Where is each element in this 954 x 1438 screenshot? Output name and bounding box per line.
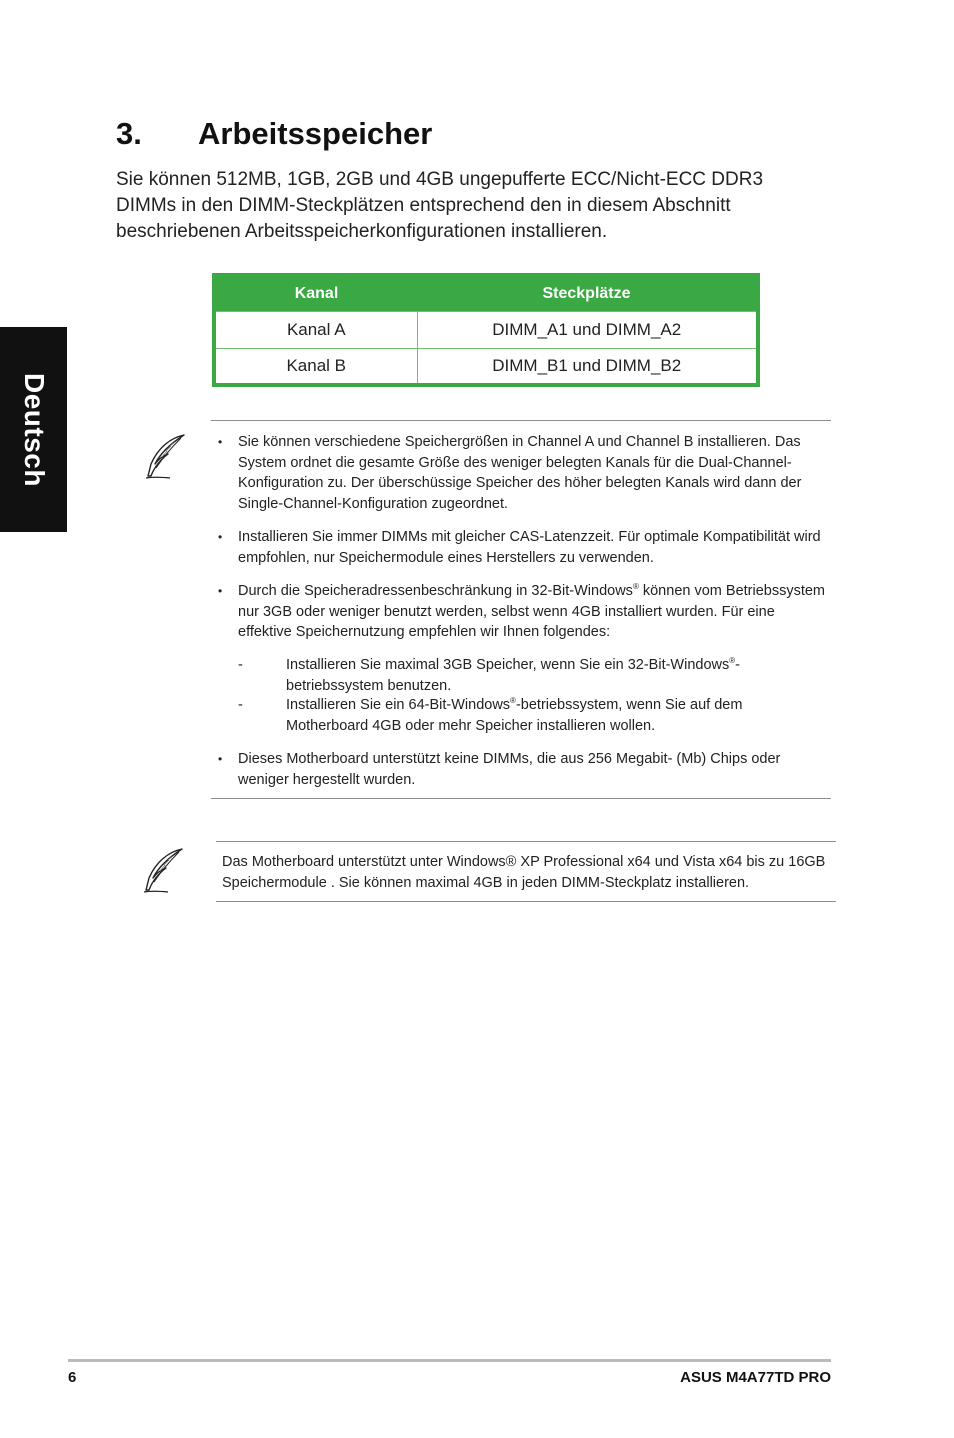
memory-channel-table: [212, 273, 760, 387]
note-text: Das Motherboard unterstützt unter Windows® XP Professional x64 und Vista x64 bis zu 16GB Speichermodule . Sie können maximal 4GB in jeden DIMM-Steckplatz installieren.: [222, 854, 826, 891]
table-header-kanal: Kanal: [214, 275, 417, 311]
note-bullet: • Dieses Motherboard unterstützt keine DIMMs, die aus 256 Megabit- (Mb) Chips oder weniger hergestellt wurden.: [218, 751, 781, 788]
table-cell-slots: DIMM_A1 und DIMM_A2: [417, 311, 758, 348]
page-number: 6: [68, 1369, 77, 1386]
intro-paragraph: Sie können 512MB, 1GB, 2GB und 4GB ungepufferte ECC/Nicht-ECC DDR3 DIMMs in den DIMM-Steckplätzen entsprechend den in diesem Abschnitt beschriebenen Arbeitsspeicherkonfigurationen installieren.: [116, 169, 764, 242]
feather-note-icon: [140, 432, 190, 482]
table-header-steckplaetze: Steckplätze: [417, 275, 758, 311]
section-title-text: Arbeitsspeicher: [198, 116, 433, 151]
note-box: [216, 841, 836, 902]
footer-divider: [68, 1359, 831, 1362]
note-bullet: • Durch die Speicheradressenbeschränkung in 32-Bit-Windows® können vom Betriebssystem nur 3GB oder weniger benutzt werden, selbst wenn 4GB installiert wurden. Für eine effektive Speichernutzung empfehlen wir Ihnen folgendes:: [218, 582, 826, 640]
table-header-row: [214, 275, 758, 311]
note-sub-item: - Installieren Sie maximal 3GB Speicher, wenn Sie ein 32-Bit-Windows®-betriebssystem benutzen.: [238, 656, 741, 694]
note-bullet: • Sie können verschiedene Speichergrößen in Channel A und Channel B installieren. Das System ordnet die gesamte Größe des weniger belegten Kanals für die Dual-Channel-Konfiguration zu. Der überschüssige Speicher des höher belegten Kanals wird dann der Single-Channel-Konfiguration zugeordnet.: [218, 434, 802, 512]
note-sub-item: - Installieren Sie ein 64-Bit-Windows®-betriebssystem, wenn Sie auf dem Motherboard 4GB oder mehr Speicher installieren wollen.: [238, 696, 743, 734]
table-row: [214, 311, 758, 348]
section-title: [116, 116, 432, 152]
feather-note-icon: [138, 846, 188, 896]
table-row: [214, 348, 758, 385]
language-tab-label: Deutsch: [18, 372, 50, 487]
note-box: [211, 420, 831, 799]
section-number: 3.: [116, 116, 142, 151]
language-tab: [0, 327, 67, 532]
table-cell-channel: Kanal A: [214, 311, 417, 348]
table-cell-channel: Kanal B: [214, 348, 417, 385]
table-cell-slots: DIMM_B1 und DIMM_B2: [417, 348, 758, 385]
product-name: ASUS M4A77TD PRO: [680, 1369, 831, 1386]
note-bullet: • Installieren Sie immer DIMMs mit gleicher CAS-Latenzzeit. Für optimale Kompatibilität wird empfohlen, nur Speichermodule eines Herstellers zu verwenden.: [218, 529, 821, 566]
